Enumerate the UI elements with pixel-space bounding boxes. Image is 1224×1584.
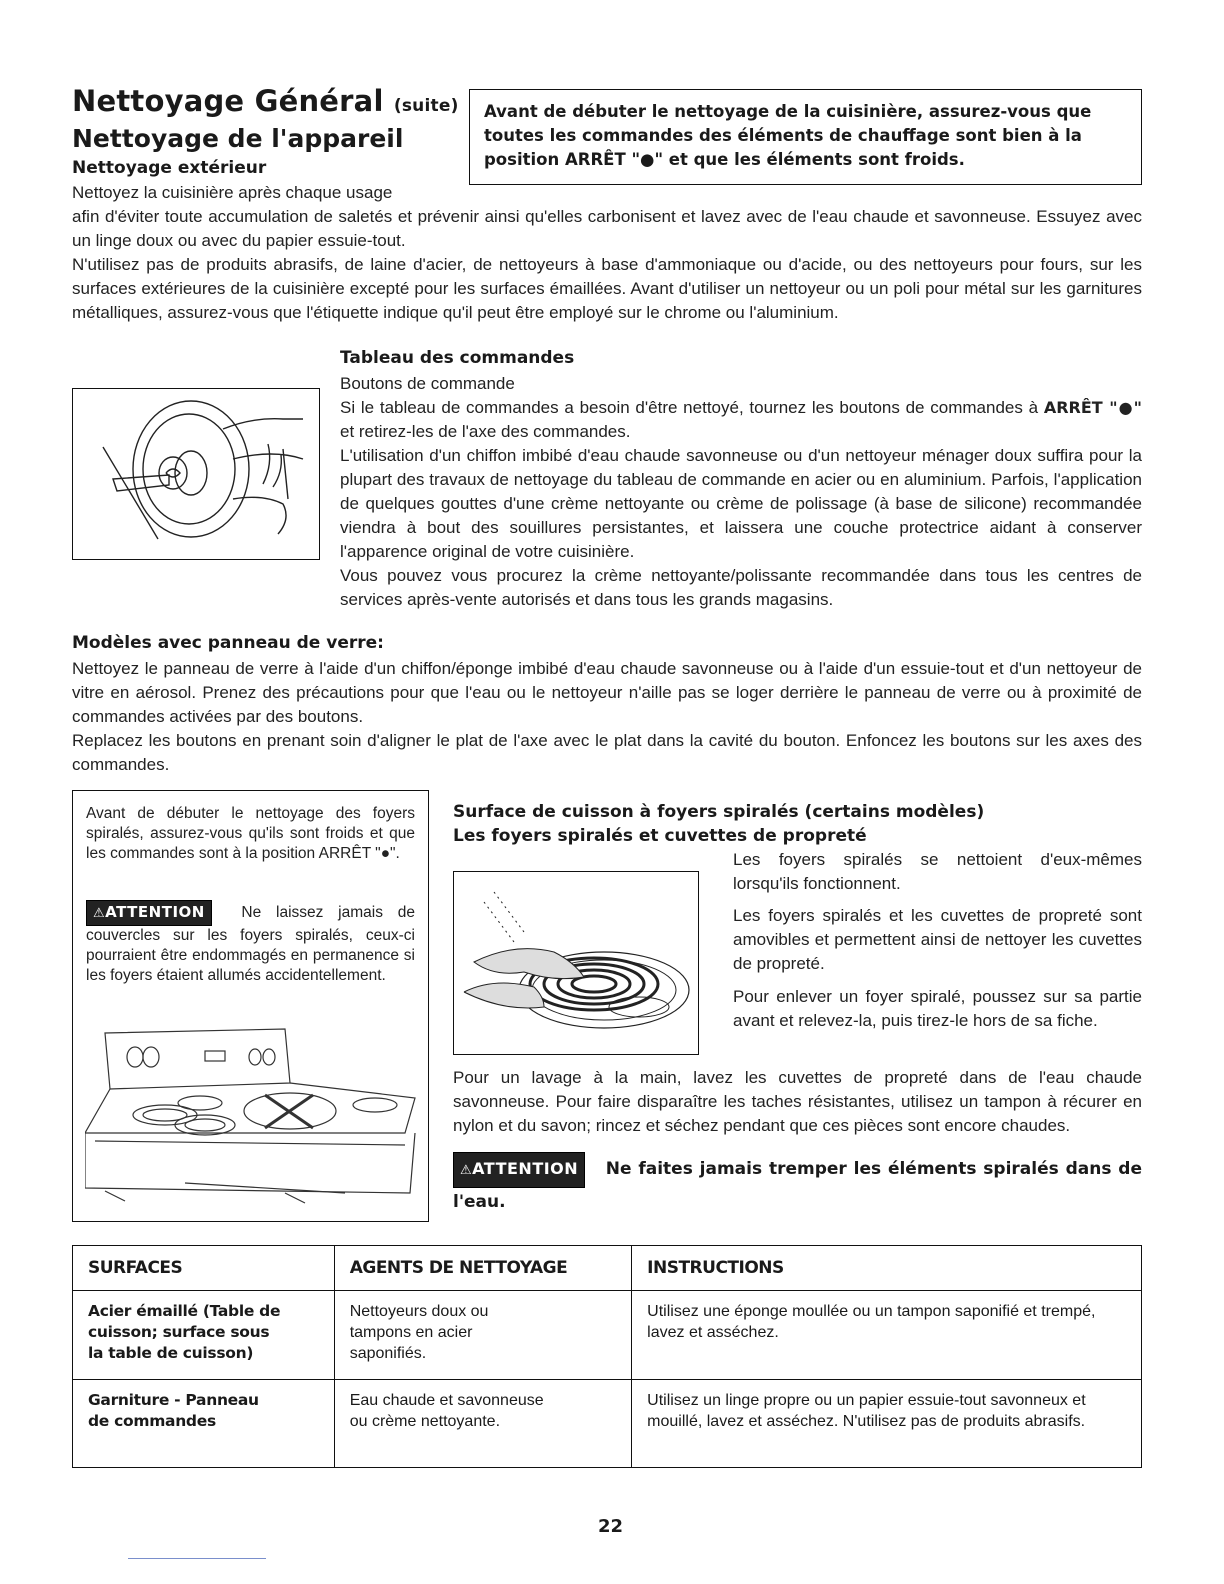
footer-divider <box>128 1558 266 1559</box>
attention-badge-2: ⚠ATTENTION <box>453 1152 585 1188</box>
glass-panel-heading: Modèles avec panneau de verre: <box>72 633 384 653</box>
table-header-agents: AGENTS DE NETTOYAGE <box>334 1246 631 1291</box>
table-row <box>73 1380 1142 1468</box>
coil-element-icon <box>454 872 697 1053</box>
attention-badge: ⚠ATTENTION <box>86 900 212 926</box>
control-panel-paragraph-2: L'utilisation d'un chiffon imbibé d'eau chaude savonneuse ou d'un nettoyeur ménager doux suffira pour la plupart des travaux de nettoyage du tableau de commande en acier ou en aluminium. Parfois, l'application de quelques gouttes d'une crème nettoyante ou crème de polissage (à base de silicone) recommandée viendra à bout des souillures persistantes, et laissera une couche protectrice aidant à conserver l'apparence original de votre cuisinière. <box>340 446 1142 561</box>
table-cell-surface: Acier émaillé (Table de cuisson; surface sous la table de cuisson) <box>73 1291 335 1380</box>
page-number: 22 <box>598 1516 624 1537</box>
table-cell-surface: Garniture - Panneau de commandes <box>73 1380 335 1468</box>
control-panel-paragraph-1: Si le tableau de commandes a besoin d'être nettoyé, tournez les boutons de commandes à ARRÊT "●" et retirez-les de l'axe des commandes. <box>340 398 1143 441</box>
cleaning-table <box>72 1245 1142 1468</box>
control-panel-heading: Tableau des commandes <box>340 348 575 368</box>
table-cell-agent: Nettoyeurs doux ou tampons en acier saponifiés. <box>334 1291 631 1380</box>
coil-paragraph-4: Pour un lavage à la main, lavez les cuvettes de propreté dans de l'eau chaude savonneuse. Pour faire disparaître les taches résistantes, utilisez un tampon à récurer en nylon et du savon; rincez et séchez pendant que ces pièces sont encore chaudes. <box>453 1068 1142 1135</box>
warning-triangle-icon: ⚠ <box>93 906 106 921</box>
warning-text: Avant de débuter le nettoyage de la cuisinière, assurez-vous que toutes les commandes des éléments de chauffage sont bien à la position ARRÊT "●" et que les éléments sont froids. <box>484 102 1092 169</box>
glass-panel-paragraph-2: Replacez les boutons en prenant soin d'aligner le plat de l'axe avec le plat dans la cavité du bouton. Enfoncez les boutons sur les axes des commandes. <box>72 731 1142 774</box>
control-panel-subheading: Boutons de commande <box>340 374 515 393</box>
coil-heading-2: Les foyers spiralés et cuvettes de propreté <box>453 826 867 846</box>
table-row <box>73 1291 1142 1380</box>
page-subtitle: Nettoyage de l'appareil <box>72 124 404 153</box>
page-title: Nettoyage Général (suite) <box>72 84 459 118</box>
coil-warning-paragraph-2: ⚠ATTENTION Ne laissez jamais de couvercles sur les foyers spiralés, ceux-ci pourraient être endommagés en permanence si les foyers étaient allumés accidentellement. <box>86 900 415 986</box>
coil-paragraph-1: Les foyers spiralés se nettoient d'eux-mêmes lorsqu'ils fonctionnent. <box>733 850 1142 893</box>
warning-triangle-icon-2: ⚠ <box>460 1163 473 1178</box>
warning-box <box>469 89 1142 185</box>
coil-warning-box <box>72 790 429 1222</box>
knob-removal-icon <box>73 389 318 558</box>
exterior-paragraph-2: N'utilisez pas de produits abrasifs, de laine d'acier, de nettoyeurs à base d'ammoniaque ou d'acide, ou des nettoyeurs pour fours, sur les surfaces extérieures de la cuisinière excepté pour les surfaces émaillées. Avant d'utiliser un nettoyeur ou un poli pour métal sur les garnitures métalliques, assurez-vous que l'étiquette indique qu'il peut être employé sur le chrome ou l'aluminium. <box>72 255 1142 322</box>
table-header-surfaces: SURFACES <box>73 1246 335 1291</box>
coil-paragraph-3: Pour enlever un foyer spiralé, poussez sur sa partie avant et relevez-la, puis tirez-le hors de sa fiche. <box>733 987 1142 1030</box>
coil-removal-illustration <box>453 871 699 1055</box>
range-coil-cover-icon <box>85 1023 420 1213</box>
exterior-line1: Nettoyez la cuisinière après chaque usage <box>72 183 393 202</box>
coil-warning-paragraph-1: Avant de débuter le nettoyage des foyers spiralés, assurez-vous qu'ils sont froids et que les commandes sont à la position ARRÊT "●". <box>86 805 415 862</box>
coil-heading-1: Surface de cuisson à foyers spiralés (certains modèles) <box>453 802 985 822</box>
coil-paragraph-2: Les foyers spiralés et les cuvettes de propreté sont amovibles et permettent ainsi de nettoyer les cuvettes de propreté. <box>733 906 1142 973</box>
table-cell-agent: Eau chaude et savonneuse ou crème nettoyante. <box>334 1380 631 1468</box>
coil-attention-warning: ⚠ATTENTION Ne faites jamais tremper les éléments spiralés dans de l'eau. <box>453 1152 1142 1216</box>
exterior-paragraph-1: afin d'éviter toute accumulation de saletés et prévenir ainsi qu'elles carbonisent et lavez avec de l'eau chaude et savonneuse. Essuyez avec un linge doux ou avec du papier essuie-tout. <box>72 207 1142 250</box>
table-header-row <box>73 1246 1142 1291</box>
section-heading-exterior: Nettoyage extérieur <box>72 158 267 178</box>
title-suffix: (suite) <box>393 96 459 116</box>
glass-panel-paragraph-1: Nettoyez le panneau de verre à l'aide d'un chiffon/éponge imbibé d'eau chaude savonneuse ou à l'aide d'un essuie-tout et d'un nettoyeur de vitre en aérosol. Prenez des précautions pour que l'eau ou le nettoyeur n'aille pas se loger derrière le panneau de verre ou à proximité de commandes activées par des boutons. <box>72 659 1142 726</box>
knob-illustration <box>72 388 320 560</box>
control-panel-paragraph-3: Vous pouvez vous procurez la crème nettoyante/polissante recommandée dans tous les centres de services après-vente autorisés et dans tous les grands magasins. <box>340 566 1142 609</box>
table-cell-instruction: Utilisez une éponge moullée ou un tampon saponifié et trempé, lavez et asséchez. <box>632 1291 1142 1380</box>
table-header-instructions: INSTRUCTIONS <box>632 1246 1142 1291</box>
table-cell-instruction: Utilisez un linge propre ou un papier essuie-tout savonneux et mouillé, lavez et asséchez. N'utilisez pas de produits abrasifs. <box>632 1380 1142 1468</box>
